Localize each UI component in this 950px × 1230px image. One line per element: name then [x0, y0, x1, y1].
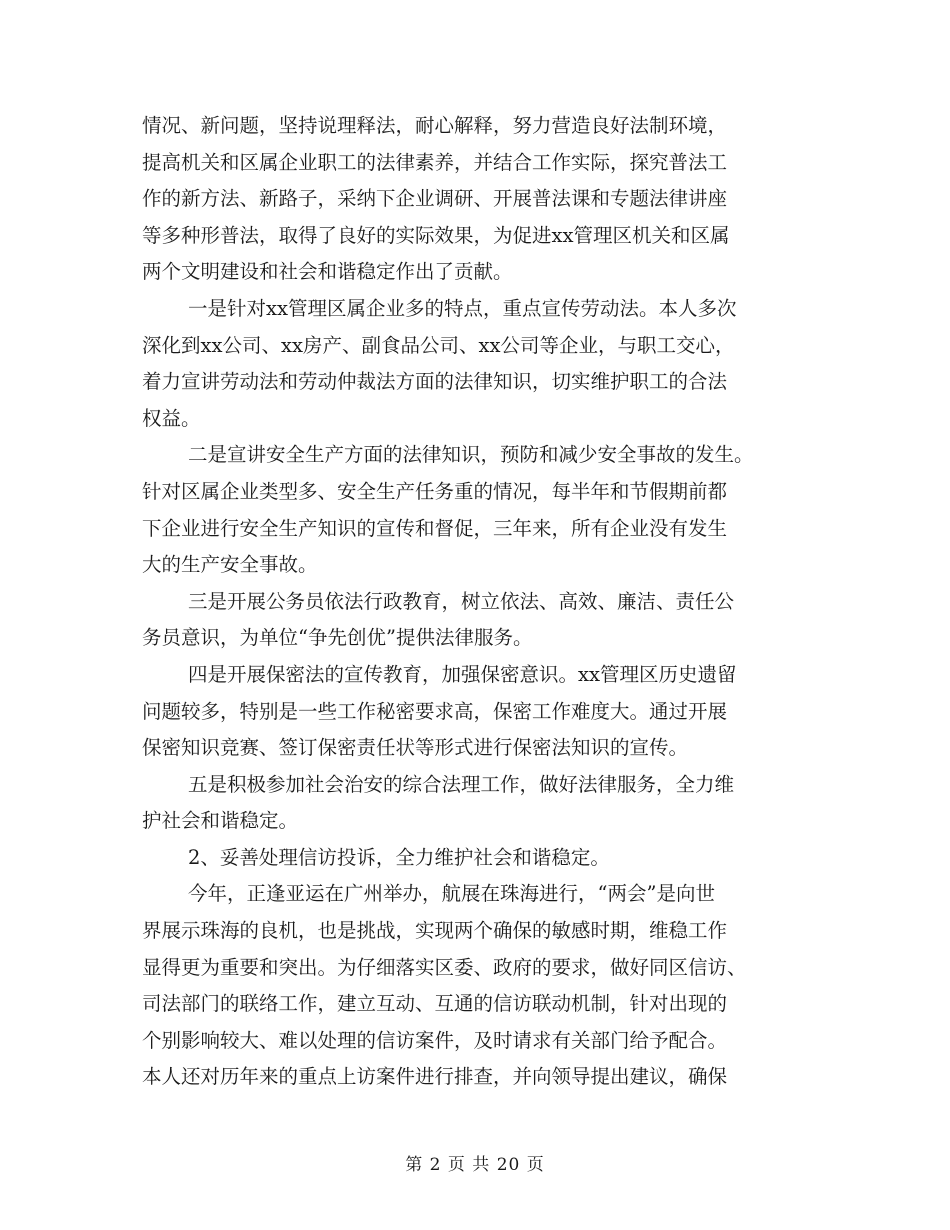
text-line: 司法部门的联络工作，建立互动、互通的信访联动机制，针对出现的 — [142, 992, 728, 1016]
text-line: 界展示珠海的良机，也是挑战，实现两个确保的敏感时期，维稳工作 — [142, 919, 728, 943]
text-line: 问题较多，特别是一些工作秘密要求高，保密工作难度大。通过开展 — [142, 699, 728, 723]
text-line: 大的生产安全事故。 — [142, 553, 318, 577]
text-line: 针对区属企业类型多、安全生产任务重的情况，每半年和节假期前都 — [142, 479, 728, 503]
text-line: 护社会和谐稳定。 — [142, 809, 299, 833]
text-line: 等多种形普法，取得了良好的实际效果，为促进xx管理区机关和区属 — [142, 223, 730, 247]
page-footer: 第 2 页 共 20 页 — [405, 1155, 545, 1175]
text-line: 深化到xx公司、xx房产、副食品公司、xx公司等企业，与职工交心， — [142, 333, 735, 357]
text-line: 本人还对历年来的重点上访案件进行排查，并向领导提出建议，确保 — [142, 1065, 728, 1089]
text-line: 一是针对xx管理区属企业多的特点，重点宣传劳动法。本人多次 — [188, 296, 737, 320]
text-line: 两个文明建设和社会和谐稳定作出了贡献。 — [142, 260, 513, 284]
text-line: 务员意识，为单位“争先创优”提供法律服务。 — [142, 626, 533, 650]
document-body — [142, 108, 812, 1096]
text-line: 2、妥善处理信访投诉，全力维护社会和谐稳定。 — [188, 845, 610, 869]
text-line: 下企业进行安全生产知识的宣传和督促，三年来，所有企业没有发生 — [142, 516, 728, 540]
text-line: 四是开展保密法的宣传教育，加强保密意识。xx管理区历史遗留 — [188, 662, 737, 686]
text-line: 情况、新问题，坚持说理释法，耐心解释，努力营造良好法制环境， — [142, 114, 728, 137]
text-line: 保密知识竞赛、签订保密责任状等形式进行保密法知识的宣传。 — [142, 736, 689, 760]
text-line: 今年，正逢亚运在广州举办，航展在珠海进行，“两会”是向世 — [188, 882, 715, 906]
text-line: 权益。 — [142, 406, 201, 430]
text-line: 二是宣讲安全生产方面的法律知识，预防和减少安全事故的发生。 — [188, 443, 754, 467]
text-line: 个别影响较大、难以处理的信访案件，及时请求有关部门给予配合。 — [142, 1028, 728, 1052]
text-line: 五是积极参加社会治安的综合法理工作，做好法律服务，全力维 — [188, 772, 735, 796]
text-line: 着力宣讲劳动法和劳动仲裁法方面的法律知识，切实维护职工的合法 — [142, 370, 728, 394]
text-line: 三是开展公务员依法行政教育，树立依法、高效、廉洁、责任公 — [188, 589, 735, 613]
text-line: 提高机关和区属企业职工的法律素养，并结合工作实际，探究普法工 — [142, 150, 728, 174]
text-line: 作的新方法、新路子，采纳下企业调研、开展普法课和专题法律讲座 — [142, 187, 728, 211]
text-line: 显得更为重要和突出。为仔细落实区委、政府的要求，做好同区信访、 — [142, 955, 747, 979]
